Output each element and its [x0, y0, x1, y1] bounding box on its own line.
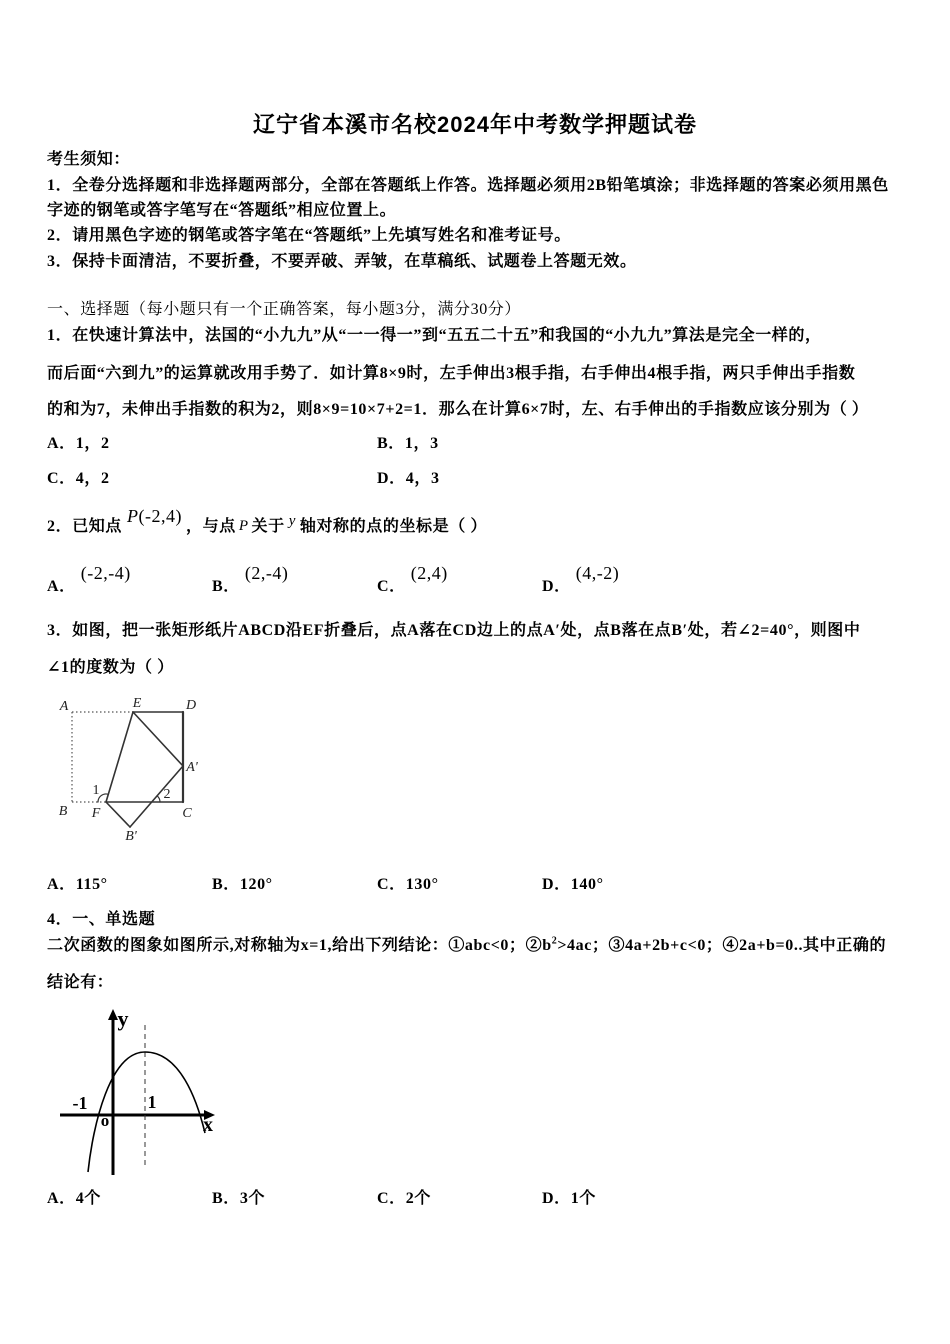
option-label: C． — [377, 876, 406, 893]
point-reference: P — [238, 518, 249, 534]
question-3-option-b — [212, 875, 273, 895]
axis-name: y — [288, 513, 296, 529]
label-angle-1: 1 — [92, 783, 100, 798]
option-coordinate: (4,-2) — [575, 563, 620, 583]
option-text: 4，2 — [75, 470, 110, 487]
question-3-option-a — [47, 875, 108, 895]
point-coordinates: (-2,4) — [138, 506, 182, 526]
option-label: B． — [212, 876, 240, 893]
question-1-stem-line: 而后面“六到九”的运算就改用手势了．如计算8×9时，左手伸出3根手指，右手伸出4根手指，两只手伸出手指数 — [47, 365, 856, 382]
section-heading: 一、选择题（每小题只有一个正确答案，每小题3分，满分30分） — [47, 301, 522, 318]
question-1-option-d — [377, 469, 440, 489]
question-4-option-c — [377, 1189, 431, 1209]
question-2-stem-prefix: 2．已知点 — [47, 518, 123, 535]
notice-line: 1．全卷分选择题和非选择题两部分，全部在答题纸上作答。选择题必须用2B铅笔填涂；非选择题的答案必须用黑色 — [47, 177, 889, 194]
option-text: 140° — [570, 876, 604, 893]
folded-edge-ea-prime — [133, 712, 183, 766]
x-axis-label: x — [203, 1114, 213, 1136]
tick-label-one: 1 — [147, 1092, 157, 1112]
question-2-stem — [47, 506, 488, 537]
option-coordinate: (-2,-4) — [80, 563, 131, 583]
label-c: C — [182, 806, 192, 821]
question-4-stem-text: 二次函数的图象如图所示,对称轴为x=1,给出下列结论：①abc<0；②b — [47, 937, 552, 954]
question-2-stem-text: 关于 — [251, 518, 285, 535]
figure-labels — [59, 696, 199, 844]
question-2-option-d — [542, 563, 620, 597]
y-axis-arrow — [108, 1009, 118, 1020]
option-label: B． — [377, 435, 405, 452]
option-text: 1，3 — [404, 435, 439, 452]
option-label: D． — [542, 876, 571, 893]
option-text: 120° — [239, 876, 273, 893]
point-p-expression — [127, 506, 182, 526]
option-coordinate: (2,-4) — [244, 563, 289, 583]
label-angle-2: 2 — [163, 787, 171, 802]
question-3-option-d — [542, 875, 604, 895]
angle-2-arc — [157, 796, 160, 802]
option-text: 2个 — [405, 1190, 431, 1207]
label-e: E — [132, 696, 142, 711]
question-1-option-a — [47, 434, 110, 454]
label-b-prime: B' — [125, 829, 137, 844]
option-label: B． — [212, 1190, 240, 1207]
option-label: D． — [542, 578, 571, 595]
question-3-option-c — [377, 875, 439, 895]
question-4-stem-line — [47, 936, 886, 956]
y-axis-label: y — [117, 1006, 129, 1031]
option-text: 1，2 — [75, 435, 110, 452]
option-coordinate: (2,4) — [410, 563, 448, 583]
label-d: D — [185, 698, 197, 713]
question-4-stem-line: 结论有： — [47, 974, 114, 991]
option-label: B． — [212, 578, 240, 595]
fold-line-ef — [106, 712, 133, 802]
label-f: F — [91, 806, 101, 821]
option-label: A． — [47, 876, 76, 893]
origin-label: o — [100, 1111, 110, 1130]
label-a-prime: A' — [186, 760, 198, 775]
question-2-option-a — [47, 563, 131, 597]
figure-solid-edges — [98, 712, 183, 827]
tick-label-neg-one: -1 — [72, 1093, 88, 1113]
question-1-option-b — [377, 434, 439, 454]
question-2-option-c — [377, 563, 448, 597]
option-text: 4，3 — [405, 470, 440, 487]
option-text: 115° — [75, 876, 108, 893]
label-b: B — [58, 804, 68, 819]
notice-line: 字迹的钢笔或答字笔写在“答题纸”相应位置上。 — [47, 202, 397, 219]
question-4-option-d — [542, 1189, 596, 1209]
folded-edge-a-prime-b-prime — [130, 766, 183, 827]
option-text: 4个 — [75, 1190, 101, 1207]
option-label: C． — [47, 470, 76, 487]
question-2-option-b — [212, 563, 289, 597]
superscript-exponent: 2 — [551, 935, 558, 947]
question-1-stem-line: 1．在快速计算法中，法国的“小九九”从“一一得一”到“五五二十五”和我国的“小九九”算法是完全一样的， — [47, 327, 822, 344]
option-label: A． — [47, 435, 76, 452]
question-1-option-c — [47, 469, 110, 489]
parabola-graph — [55, 1005, 220, 1180]
folded-rectangle-figure — [50, 688, 215, 848]
notice-heading: 考生须知： — [47, 151, 131, 168]
option-label: D． — [542, 1190, 571, 1207]
option-label: A． — [47, 578, 76, 595]
exam-title: 辽宁省本溪市名校2024年中考数学押题试卷 — [253, 112, 697, 137]
option-label: A． — [47, 1190, 76, 1207]
option-label: C． — [377, 578, 406, 595]
question-4-stem-text: >4ac；③4a+2b+c<0；④2a+b=0..其中正确的 — [557, 937, 887, 954]
question-2-stem-text: ，与点 — [186, 518, 236, 535]
option-text: 130° — [405, 876, 439, 893]
point-name: P — [127, 506, 139, 526]
option-text: 3个 — [239, 1190, 266, 1207]
question-4-heading: 4．一、单选题 — [47, 911, 156, 928]
question-2-stem-suffix: 轴对称的点的坐标是（ ） — [299, 518, 488, 535]
question-3-stem-line: ∠1的度数为（ ） — [47, 659, 174, 676]
option-label: D． — [377, 470, 406, 487]
question-4-option-b — [212, 1189, 265, 1209]
option-label: C． — [377, 1190, 406, 1207]
notice-line: 2．请用黑色字迹的钢笔或答字笔在“答题纸”上先填写姓名和准考证号。 — [47, 227, 571, 244]
label-a: A — [59, 699, 69, 714]
original-edges-dotted — [72, 712, 133, 802]
question-1-stem-line: 的和为7，未伸出手指数的积为2，则8×9=10×7+2=1．那么在计算6×7时，左、右手伸出的手指数应该分别为（ ） — [47, 401, 869, 418]
question-4-option-a — [47, 1189, 101, 1209]
notice-line: 3．保持卡面清洁，不要折叠，不要弄破、弄皱，在草稿纸、试题卷上答题无效。 — [47, 253, 637, 270]
question-3-stem-line: 3．如图，把一张矩形纸片ABCD沿EF折叠后，点A落在CD边上的点A′处，点B落在点B′处，若∠2=40°，则图中 — [47, 622, 861, 639]
option-text: 1个 — [570, 1190, 596, 1207]
folded-edge-b-prime-f — [106, 802, 130, 827]
